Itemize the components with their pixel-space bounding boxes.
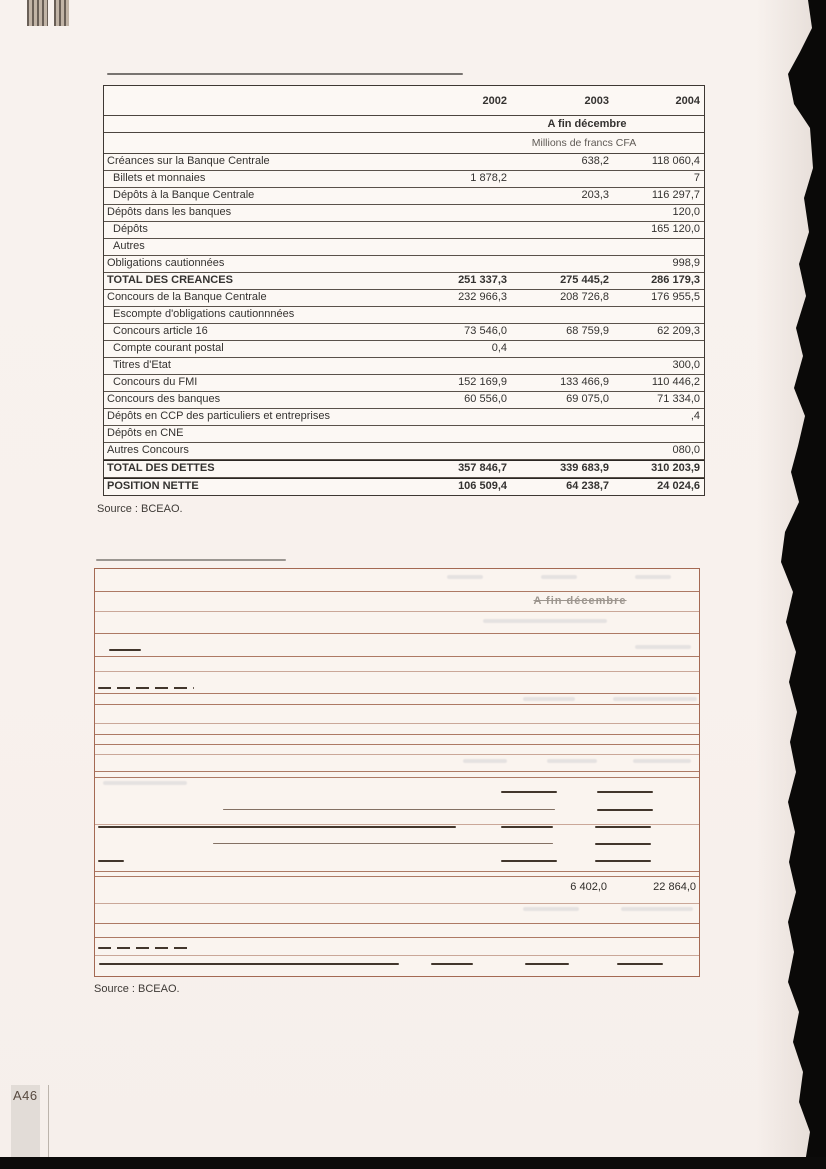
value-2003: 275 445,2 [560, 274, 609, 286]
value-2004: ,4 [690, 410, 700, 422]
value-2002: 152 169,9 [458, 376, 507, 388]
value-2004: 080,0 [672, 444, 700, 456]
period-header: A fin décembre [104, 116, 704, 133]
value-2004: 110 446,2 [651, 376, 700, 388]
value-2002: 232 966,3 [458, 291, 507, 303]
value-2003: 203,3 [581, 189, 609, 201]
row-label: Concours des banques [107, 393, 221, 405]
value-2002: 0,4 [491, 342, 507, 354]
row-label: Escompte d'obligations cautionnnées [113, 308, 295, 320]
year-header: 2003 [584, 94, 609, 107]
row-label: TOTAL DES DETTES [107, 462, 215, 474]
faded-table-value: 22 864,0 [653, 881, 696, 893]
value-2002: 1 878,2 [470, 172, 507, 184]
value-2004: 300,0 [672, 359, 700, 371]
faded-period-header: A fin décembre [533, 595, 627, 607]
year-header: 2002 [482, 94, 507, 107]
scanner-edge-strip [0, 1157, 826, 1169]
value-2003: 68 759,9 [566, 325, 609, 337]
row-label: Concours du FMI [113, 376, 198, 388]
value-2002: 251 337,3 [458, 274, 507, 286]
row-label: Billets et monnaies [113, 172, 206, 184]
row-label: Concours article 16 [113, 325, 208, 337]
row-label: Autres Concours [107, 444, 189, 456]
row-label: Dépôts en CCP des particuliers et entreprises [107, 410, 330, 422]
row-label: Obligations cautionnées [107, 257, 225, 269]
unit-header: Millions de francs CFA [104, 133, 704, 154]
row-label: Dépôts à la Banque Centrale [113, 189, 255, 201]
source-note: Source : BCEAO. [97, 503, 183, 515]
value-2002: 73 546,0 [464, 325, 507, 337]
value-2002: 357 846,7 [458, 462, 507, 474]
value-2004: 120,0 [672, 206, 700, 218]
value-2004: 286 179,3 [651, 274, 700, 286]
row-label: TOTAL DES CREANCES [107, 274, 233, 286]
value-2004: 71 334,0 [657, 393, 700, 405]
year-header: 2004 [675, 94, 700, 107]
row-label: Créances sur la Banque Centrale [107, 155, 270, 167]
row-label: POSITION NETTE [107, 480, 199, 492]
value-2004: 116 297,7 [651, 189, 700, 201]
row-label: Dépôts dans les banques [107, 206, 232, 218]
value-2004: 62 209,3 [657, 325, 700, 337]
value-2004: 24 024,6 [657, 480, 700, 492]
value-2003: 64 238,7 [566, 480, 609, 492]
value-2004: 165 120,0 [651, 223, 700, 235]
value-2003: 133 466,9 [560, 376, 609, 388]
value-2004: 998,9 [672, 257, 700, 269]
value-2002: 106 509,4 [458, 480, 507, 492]
faded-table-value: 6 402,0 [570, 881, 607, 893]
row-label: Dépôts en CNE [107, 427, 184, 439]
value-2003: 69 075,0 [566, 393, 609, 405]
value-2004: 310 203,9 [651, 462, 700, 474]
value-2004: 7 [693, 172, 700, 184]
value-2004: 176 955,5 [651, 291, 700, 303]
row-label: Compte courant postal [113, 342, 224, 354]
value-2003: 339 683,9 [560, 462, 609, 474]
source-note: Source : BCEAO. [94, 983, 180, 995]
page-number-label: A46 [13, 1088, 38, 1103]
value-2002: 60 556,0 [464, 393, 507, 405]
row-label: Autres [113, 240, 145, 252]
value-2004: 118 060,4 [651, 155, 700, 167]
row-label: Concours de la Banque Centrale [107, 291, 267, 303]
value-2003: 638,2 [581, 155, 609, 167]
row-label: Dépôts [113, 223, 148, 235]
row-label: Titres d'Etat [113, 359, 171, 371]
value-2003: 208 726,8 [560, 291, 609, 303]
